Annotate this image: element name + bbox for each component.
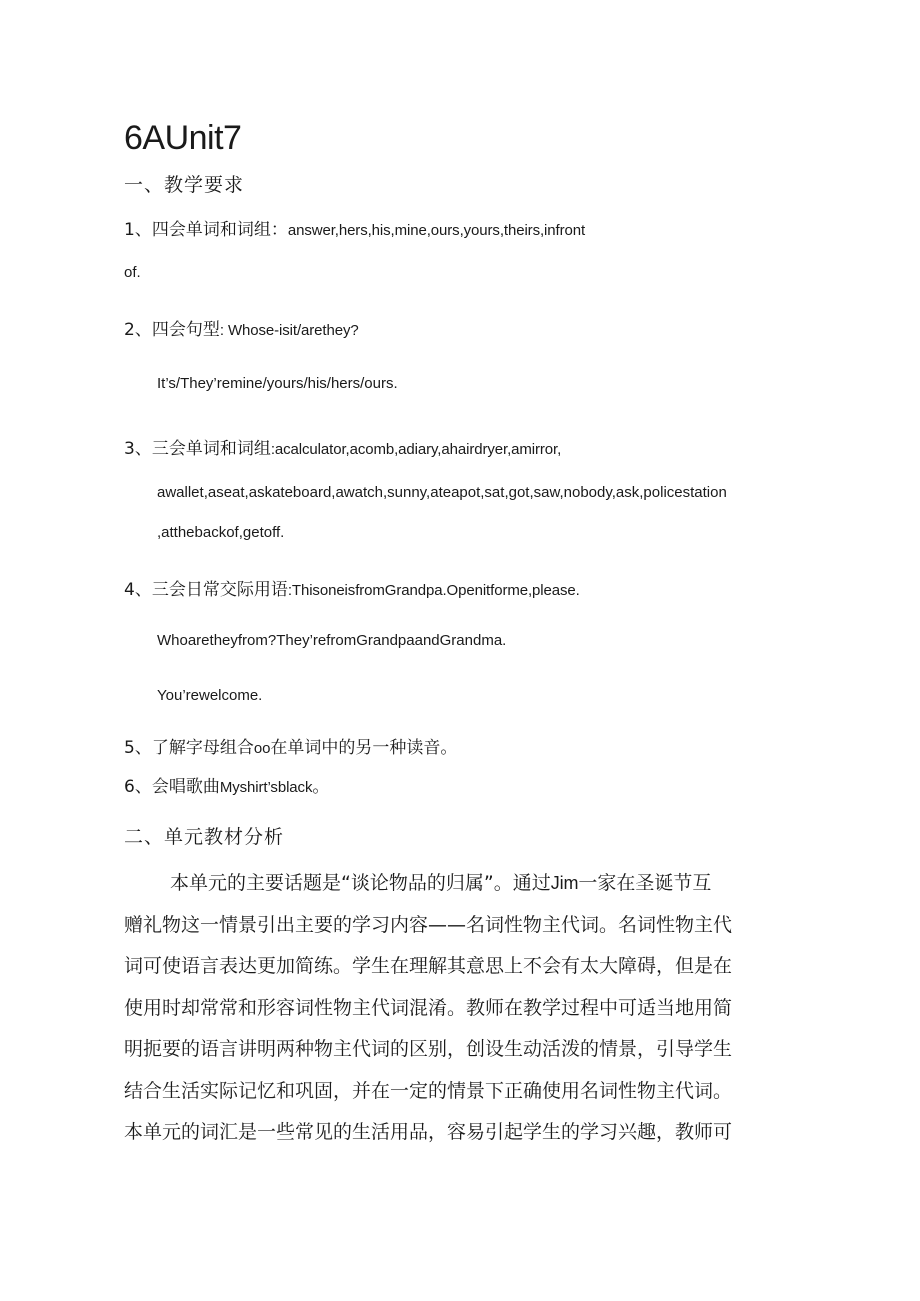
item-label: 会唱歌曲 — [151, 777, 220, 797]
item-latin: oo — [253, 740, 271, 757]
item-number: 2、 — [124, 320, 152, 340]
item-3-continuation-1: awallet,aseat,askateboard,awatch,sunny,ateapot,sat,got,saw,nobody,ask,policestation — [157, 484, 727, 501]
item-number: 6、 — [124, 777, 152, 797]
item-4-continuation-1: Whoaretheyfrom?They’refromGrandpaandGrandma. — [157, 632, 507, 649]
paragraph-line-7: 本单元的词汇是一些常见的生活用品，容易引起学生的学习兴趣，教师可 — [124, 1121, 733, 1143]
paragraph-line-2: 赠礼物这一情景引出主要的学习内容——名词性物主代词。名词性物主代 — [124, 913, 733, 936]
section-heading-unit-analysis: 二、单元教材分析 — [124, 826, 285, 848]
paragraph-line-5: 明扼要的语言讲明两种物主代词的区别，创设生动活泼的情景，引导学生 — [124, 1038, 733, 1060]
document-title: 6AUnit7 — [124, 119, 242, 157]
requirement-item-6 — [124, 775, 329, 800]
item-label: 三会单词和词组 — [151, 439, 271, 459]
item-text: answer,hers,his,mine,ours,yours,theirs,infront — [287, 222, 586, 239]
paragraph-line-4: 使用时却常常和形容词性物主代词混淆。教师在教学过程中可适当地用简 — [124, 996, 733, 1019]
item-1-continuation: of. — [124, 264, 141, 281]
paragraph-latin: Jim — [550, 873, 579, 893]
item-number: 4、 — [124, 580, 152, 600]
requirement-item-2 — [124, 318, 359, 343]
paragraph-line-3: 词可使语言表达更加简练。学生在理解其意思上不会有太大障碍，但是在 — [124, 955, 733, 977]
item-label: 四会单词和词组： — [151, 220, 288, 240]
section-heading-teaching-requirements: 一、教学要求 — [124, 174, 245, 196]
paragraph-text: 本单元的主要话题是“谈论物品的归属”。通过 — [170, 872, 551, 894]
paragraph-line-1 — [124, 863, 764, 905]
requirement-item-5 — [124, 736, 457, 761]
requirement-item-3 — [124, 437, 561, 462]
item-number: 5、 — [124, 738, 152, 758]
item-tail: 在单词中的另一种读音。 — [270, 738, 458, 758]
paragraph-text: 一家在圣诞节互 — [578, 872, 712, 894]
item-label: 三会日常交际用语 — [151, 580, 288, 600]
item-tail: 。 — [312, 777, 330, 797]
requirement-item-4 — [124, 578, 580, 603]
item-4-continuation-2: You’rewelcome. — [157, 687, 263, 704]
item-number: 3、 — [124, 439, 152, 459]
item-text: :ThisoneisfromGrandpa.Openitforme,please. — [287, 582, 580, 599]
item-text: : Whose-isit/arethey? — [219, 322, 359, 339]
item-2-continuation: It’s/They’remine/yours/his/hers/ours. — [157, 375, 398, 392]
item-latin: Myshirt’sblack — [219, 779, 313, 796]
item-label: 四会句型 — [151, 320, 220, 340]
item-number: 1、 — [124, 220, 152, 240]
item-text: :acalculator,acomb,adiary,ahairdryer,amirror, — [270, 441, 562, 458]
unit-analysis-paragraph — [124, 863, 764, 1154]
item-label: 了解字母组合 — [151, 738, 254, 758]
requirement-item-1 — [124, 218, 585, 243]
item-3-continuation-2: ,atthebackof,getoff. — [157, 524, 285, 541]
paragraph-line-6: 结合生活实际记忆和巩固，并在一定的情景下正确使用名词性物主代词。 — [124, 1079, 733, 1102]
